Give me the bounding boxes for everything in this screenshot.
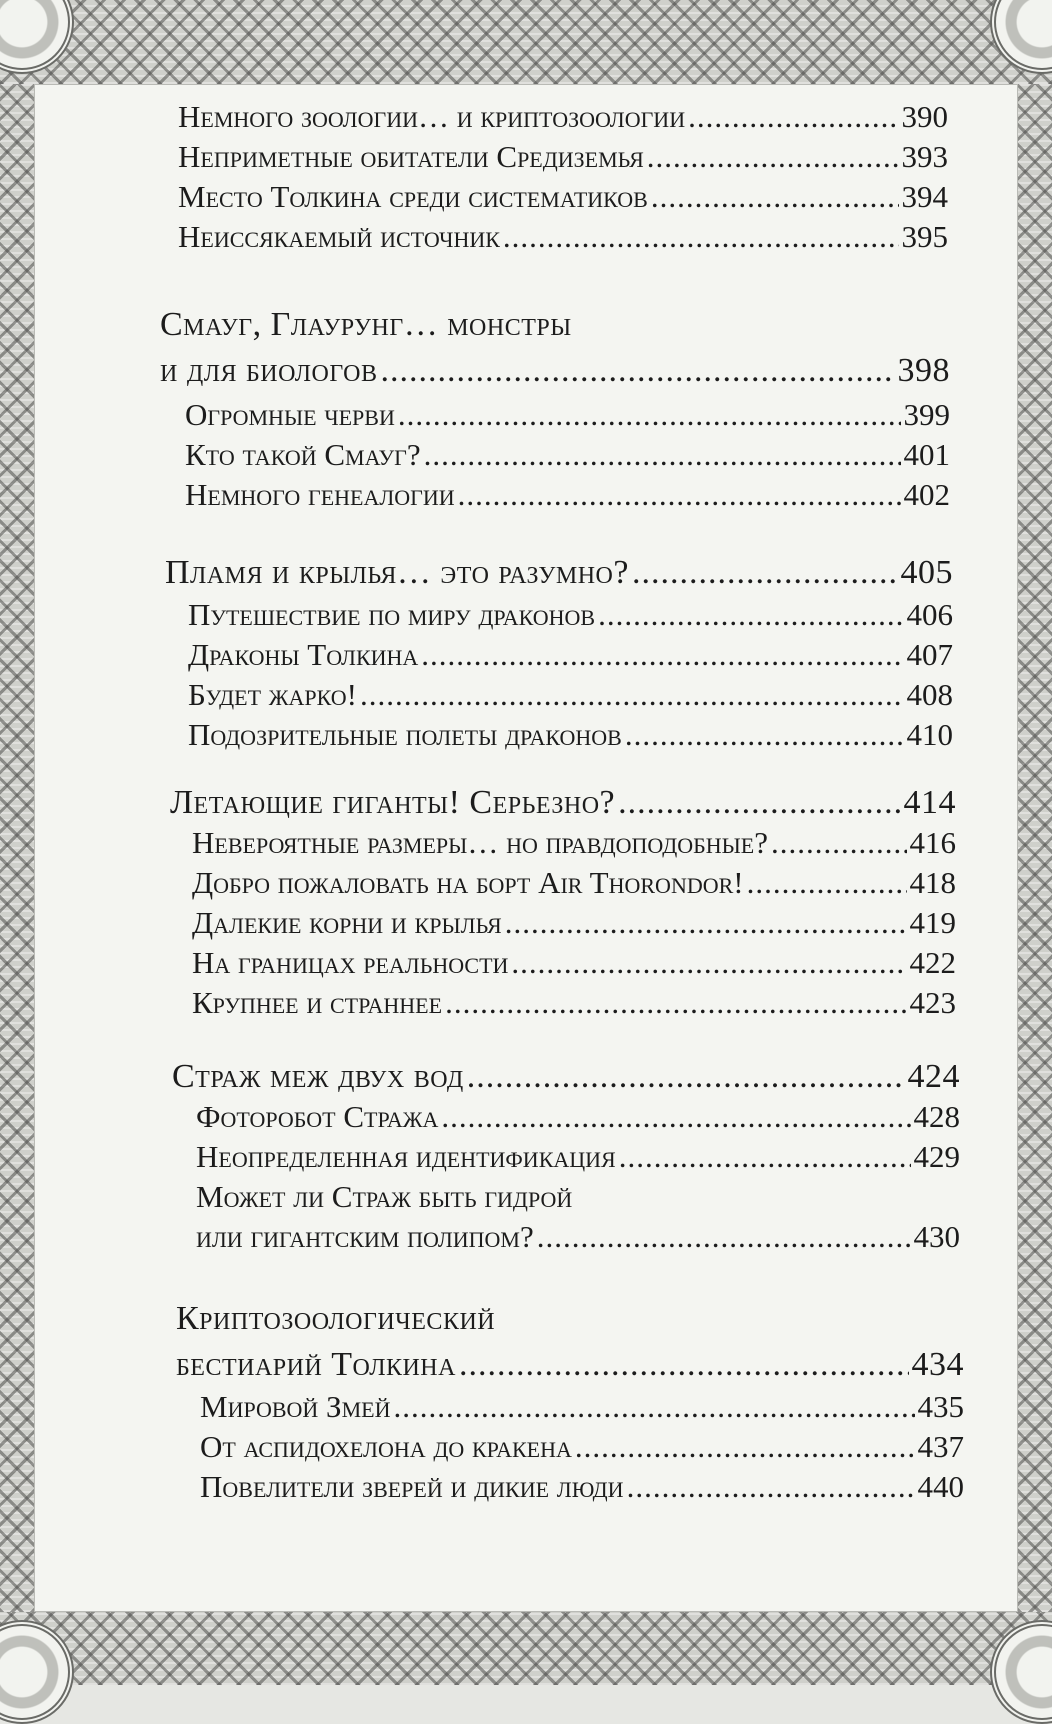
toc-entry-title: Далекие корни и крылья	[192, 905, 502, 940]
toc-leader-dots	[459, 1348, 909, 1382]
toc-entry	[178, 180, 948, 214]
toc-entry	[185, 438, 950, 472]
toc-leader-dots	[421, 638, 903, 672]
toc-entry-title: Место Толкина среди систематиков	[178, 179, 648, 214]
toc-entry	[200, 1390, 964, 1424]
toc-chapter-title: бестиарий Толкина	[176, 1346, 456, 1383]
toc-entry-page: 405	[900, 554, 953, 591]
toc-entry-title: Путешествие по миру драконов	[188, 597, 596, 632]
toc-leader-dots	[747, 866, 907, 900]
toc-entry-title: или гигантским полипом?	[196, 1219, 534, 1254]
toc-entry-title: На границах реальности	[192, 945, 509, 980]
toc-entry-title: Неприметные обитатели Средиземья	[178, 139, 644, 174]
toc-leader-dots	[424, 438, 901, 472]
toc-entry-page: 394	[901, 179, 948, 214]
toc-entry	[188, 638, 953, 672]
toc-leader-dots	[445, 986, 906, 1020]
ornamental-border-bottom	[0, 1612, 1052, 1685]
toc-entry-title: Фоторобот Стража	[196, 1099, 439, 1134]
toc-entry	[192, 986, 956, 1020]
toc-leader-dots	[441, 1100, 910, 1134]
toc-entry-title: Драконы Толкина	[188, 637, 419, 672]
toc-entry-page: 393	[901, 139, 948, 174]
toc-entry	[188, 598, 953, 632]
toc-entry	[196, 1100, 960, 1134]
toc-entry-page: 398	[897, 352, 950, 389]
toc-entry-title: Повелители зверей и дикие люди	[200, 1469, 624, 1504]
ornamental-border-top	[0, 0, 1052, 84]
toc-chapter	[170, 786, 956, 820]
toc-entry-page: 428	[913, 1099, 960, 1134]
toc-entry	[178, 140, 948, 174]
toc-chapter-title: Пламя и крылья… это разумно?	[165, 554, 629, 591]
toc-entry-title: Немного генеалогии	[185, 477, 455, 512]
toc-leader-dots	[688, 100, 898, 134]
toc-leader-dots	[398, 398, 901, 432]
toc-leader-dots	[647, 140, 899, 174]
toc-entry-title: Будет жарко!	[188, 677, 357, 712]
toc-entry-page: 414	[903, 784, 956, 821]
toc-leader-dots	[503, 220, 899, 254]
toc-leader-dots	[618, 786, 900, 820]
toc-entry	[178, 100, 948, 134]
toc-entry	[192, 866, 956, 900]
toc-entry-title: Неиссякаемый источник	[178, 219, 500, 254]
toc-chapter	[160, 354, 950, 388]
toc-leader-dots	[467, 1060, 905, 1094]
toc-leader-dots	[505, 906, 907, 940]
toc-entry-page: 437	[917, 1429, 964, 1464]
toc-entry	[178, 220, 948, 254]
toc-leader-dots	[575, 1430, 915, 1464]
toc-entry-title: Крупнее и страннее	[192, 985, 443, 1020]
toc-leader-dots	[537, 1220, 911, 1254]
toc-entry-page: 395	[901, 219, 948, 254]
toc-entry-page: 416	[909, 825, 956, 860]
toc-entry	[192, 946, 956, 980]
toc-entry-page: 418	[909, 865, 956, 900]
toc-leader-dots	[771, 826, 906, 860]
toc-chapter	[165, 556, 953, 590]
toc-entry-page: 407	[906, 637, 953, 672]
toc-entry	[192, 906, 956, 940]
toc-chapter	[176, 1348, 964, 1382]
toc-leader-dots	[511, 946, 906, 980]
toc-entry	[188, 718, 953, 752]
toc-entry-title: Немного зоологии… и криптозоологии	[178, 99, 686, 134]
toc-entry-title: Может ли Страж быть гидрой	[196, 1179, 573, 1214]
toc-entry-title: Добро пожаловать на борт Air Thorondor!	[192, 865, 744, 900]
toc-entry	[196, 1140, 960, 1174]
toc-entry	[185, 478, 950, 512]
toc-entry-title: Невероятные размеры… но правдоподобные?	[192, 825, 769, 860]
toc-entry-page: 419	[909, 905, 956, 940]
toc-leader-dots	[380, 354, 894, 388]
toc-entry-page: 434	[911, 1346, 964, 1383]
toc-entry	[188, 678, 953, 712]
toc-entry-page: 423	[909, 985, 956, 1020]
toc-leader-dots	[393, 1390, 914, 1424]
toc-entry-page: 408	[906, 677, 953, 712]
toc-leader-dots	[627, 1470, 915, 1504]
toc-chapter-title: Смауг, Глаурунг… монстры	[160, 306, 572, 343]
toc-entry-page: 430	[913, 1219, 960, 1254]
toc-entry	[192, 826, 956, 860]
toc-entry-page: 410	[906, 717, 953, 752]
toc-chapter-title: и для биологов	[160, 352, 378, 389]
toc-entry	[196, 1220, 960, 1254]
toc-entry-page: 429	[913, 1139, 960, 1174]
toc-leader-dots	[458, 478, 901, 512]
ornamental-border-right	[1018, 84, 1052, 1612]
toc-entry-page: 440	[917, 1469, 964, 1504]
toc-entry-page: 401	[903, 437, 950, 472]
ornamental-border-left	[0, 84, 34, 1612]
toc-entry-title: Подозрительные полеты драконов	[188, 717, 622, 752]
toc-entry-title: Кто такой Смауг?	[185, 437, 421, 472]
toc-entry-page: 422	[909, 945, 956, 980]
toc-entry-page: 424	[907, 1058, 960, 1095]
toc-leader-dots	[619, 1140, 911, 1174]
toc-leader-dots	[651, 180, 899, 214]
toc-entry	[200, 1470, 964, 1504]
toc-entry-page: 406	[906, 597, 953, 632]
toc-entry-page: 390	[901, 99, 948, 134]
toc-leader-dots	[360, 678, 904, 712]
toc-chapter-title: Криптозоологический	[176, 1300, 496, 1337]
toc-entry-title: Мировой Змей	[200, 1389, 391, 1424]
toc-leader-dots	[598, 598, 903, 632]
toc-leader-dots	[625, 718, 904, 752]
toc-entry-title: Огромные черви	[185, 397, 395, 432]
toc-chapter-title: Страж меж двух вод	[172, 1058, 464, 1095]
toc-chapter	[172, 1060, 960, 1094]
toc-entry	[200, 1430, 964, 1464]
toc-entry-title: От аспидохелона до кракена	[200, 1429, 572, 1464]
toc-entry-page: 399	[903, 397, 950, 432]
toc-entry-title: Неопределенная идентификация	[196, 1139, 616, 1174]
toc-chapter-title: Летающие гиганты! Серьезно?	[170, 784, 616, 821]
toc-entry-page: 402	[903, 477, 950, 512]
toc-leader-dots	[632, 556, 898, 590]
toc-entry-page: 435	[917, 1389, 964, 1424]
toc-entry	[185, 398, 950, 432]
